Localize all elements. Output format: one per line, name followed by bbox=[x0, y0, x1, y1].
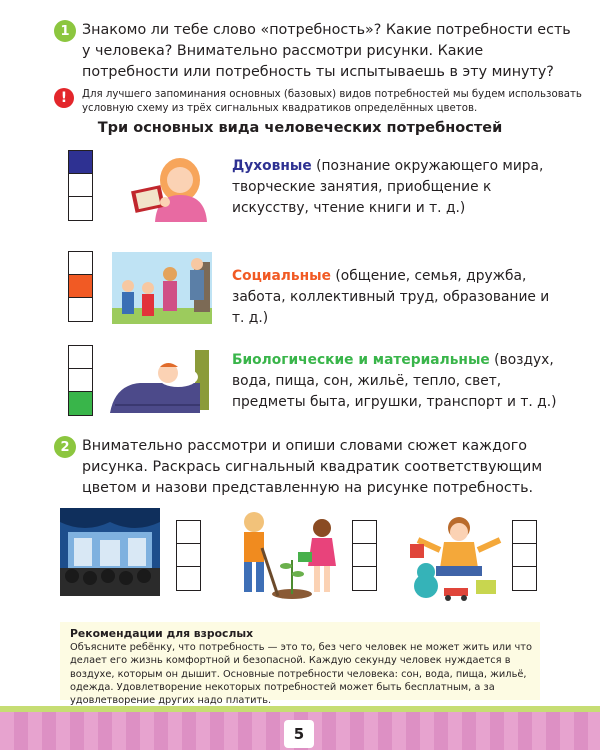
signal-square-empty bbox=[69, 298, 92, 321]
illustration-boy-with-toys bbox=[404, 510, 504, 602]
task1-text: Знакомо ли тебе слово «потребность»? Какие потребности есть у человека? Внимательно рассмотри рисунки. Какие потребности или потребность ты испытываешь в эту минуту? bbox=[82, 22, 571, 80]
signal-squares-blank[interactable] bbox=[352, 520, 377, 591]
signal-square-empty bbox=[69, 252, 92, 275]
illustration-woman-reading bbox=[125, 150, 220, 222]
signal-square-empty[interactable] bbox=[353, 567, 376, 590]
signal-squares-social bbox=[68, 251, 93, 322]
need-description: (познание окружающего мира, творческие занятия, приобщение к искусству, чтение книги и т. д.) bbox=[232, 158, 544, 216]
signal-square-empty[interactable] bbox=[177, 521, 200, 544]
signal-square-empty bbox=[69, 369, 92, 392]
task2-text: Внимательно рассмотри и опиши словами сюжет каждого рисунка. Раскрась сигнальный квадратик соответствующим цветом и назови представленную на рисунке потребность. bbox=[82, 438, 543, 496]
signal-square-empty bbox=[69, 174, 92, 197]
signal-square-empty[interactable] bbox=[353, 521, 376, 544]
warning-icon: ! bbox=[54, 88, 74, 108]
signal-square-empty bbox=[69, 346, 92, 369]
need-description: (общение, семья, дружба, забота, коллективный труд, образование и т. д.) bbox=[232, 268, 550, 326]
illustration-children-planting bbox=[222, 508, 342, 600]
task-number-badge: 2 bbox=[54, 436, 76, 458]
signal-squares-spiritual bbox=[68, 150, 93, 221]
signal-square-empty[interactable] bbox=[353, 544, 376, 567]
signal-squares-blank[interactable] bbox=[176, 520, 201, 591]
recommendations-text: Объясните ребёнку, что потребность — это то, без чего человек не может жить или что делает его жизнь комфортной и безопасной. Каждую секунду человек нуждается в воздухе, которым он дышит. Основные потребности человека: сон, вода, пища, жильё, одежда. Удовлетворение некоторых потребностей может быть бесплатным, а за удовлетворение других надо платить. bbox=[70, 642, 533, 707]
page-number: 5 bbox=[284, 720, 314, 748]
signal-square-filled bbox=[69, 392, 92, 415]
signal-squares-blank[interactable] bbox=[512, 520, 537, 591]
need-description: (воздух, вода, пища, сон, жильё, тепло, свет, предметы быта, игрушки, транспорт и т. д.) bbox=[232, 352, 557, 410]
need-biological bbox=[232, 350, 562, 413]
task-number-badge: 1 bbox=[54, 20, 76, 42]
signal-square-empty[interactable] bbox=[177, 544, 200, 567]
illustration-sleeping-boy bbox=[110, 345, 215, 413]
illustration-theatre bbox=[60, 508, 160, 596]
recommendations-title: Рекомендации для взрослых bbox=[70, 627, 254, 640]
need-keyword: Социальные bbox=[232, 268, 332, 284]
signal-square-empty[interactable] bbox=[513, 567, 536, 590]
note-text: Для лучшего запоминания основных (базовых) видов потребностей мы будем использовать условную схему из трёх сигнальных квадратиков определённых цветов. bbox=[82, 89, 582, 114]
signal-square-empty[interactable] bbox=[177, 567, 200, 590]
signal-square-empty bbox=[69, 197, 92, 220]
signal-squares-biological bbox=[68, 345, 93, 416]
signal-square-empty[interactable] bbox=[513, 544, 536, 567]
signal-square-empty[interactable] bbox=[513, 521, 536, 544]
need-social bbox=[232, 266, 562, 329]
need-keyword: Духовные bbox=[232, 158, 312, 174]
section-title: Три основных вида человеческих потребностей bbox=[97, 120, 503, 136]
illustration-family bbox=[112, 252, 212, 324]
signal-square-filled bbox=[69, 275, 92, 298]
need-keyword: Биологические и материальные bbox=[232, 352, 490, 368]
signal-square-filled bbox=[69, 151, 92, 174]
need-spiritual bbox=[232, 156, 562, 219]
